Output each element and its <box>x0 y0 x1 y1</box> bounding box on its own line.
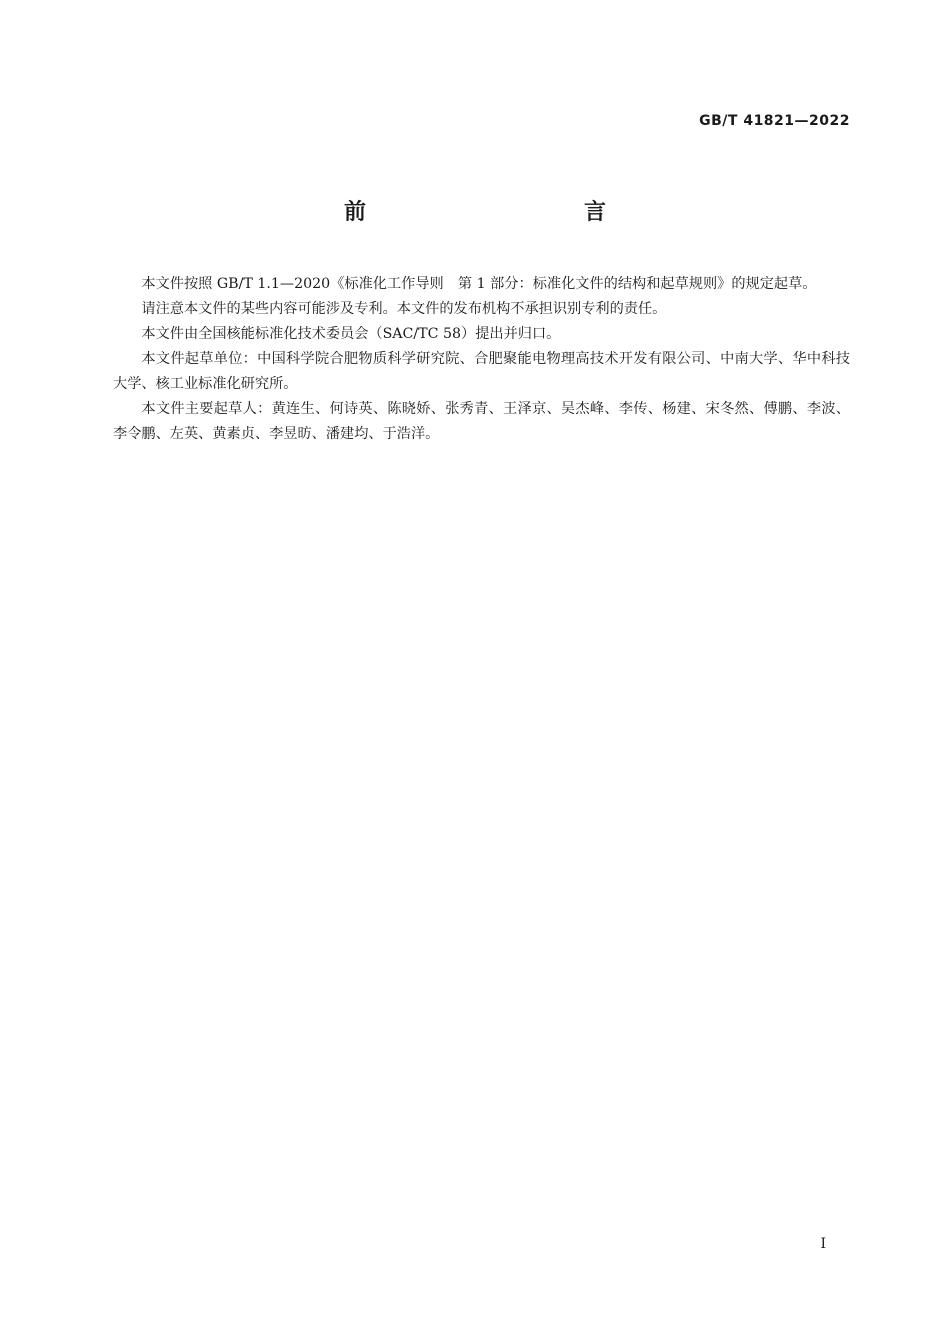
paragraph-drafting-rules: 本文件按照 GB/T 1.1—2020《标准化工作导则 第 1 部分：标准化文件的结构和起草规则》的规定起草。 <box>141 276 817 292</box>
paragraph-committee: 本文件由全国核能标准化技术委员会（SAC/TC 58）提出并归口。 <box>141 326 561 342</box>
foreword-body <box>113 272 850 447</box>
paragraph-drafting-units: 本文件起草单位：中国科学院合肥物质科学研究院、合肥聚能电物理高技术开发有限公司、中南大学、华中科技大学、核工业标准化研究所。 <box>113 351 850 392</box>
paragraph-drafters: 本文件主要起草人：黄连生、何诗英、陈晓娇、张秀青、王泽京、吴杰峰、李传、杨建、宋冬然、傅鹏、李波、李令鹏、左英、黄素贞、李昱昉、潘建均、于浩洋。 <box>113 401 850 442</box>
page-number: I <box>820 1236 826 1252</box>
paragraph-patent-notice: 请注意本文件的某些内容可能涉及专利。本文件的发布机构不承担识别专利的责任。 <box>141 301 667 317</box>
page-title: 前 言 <box>343 200 664 225</box>
document-code: GB/T 41821—2022 <box>699 113 850 129</box>
